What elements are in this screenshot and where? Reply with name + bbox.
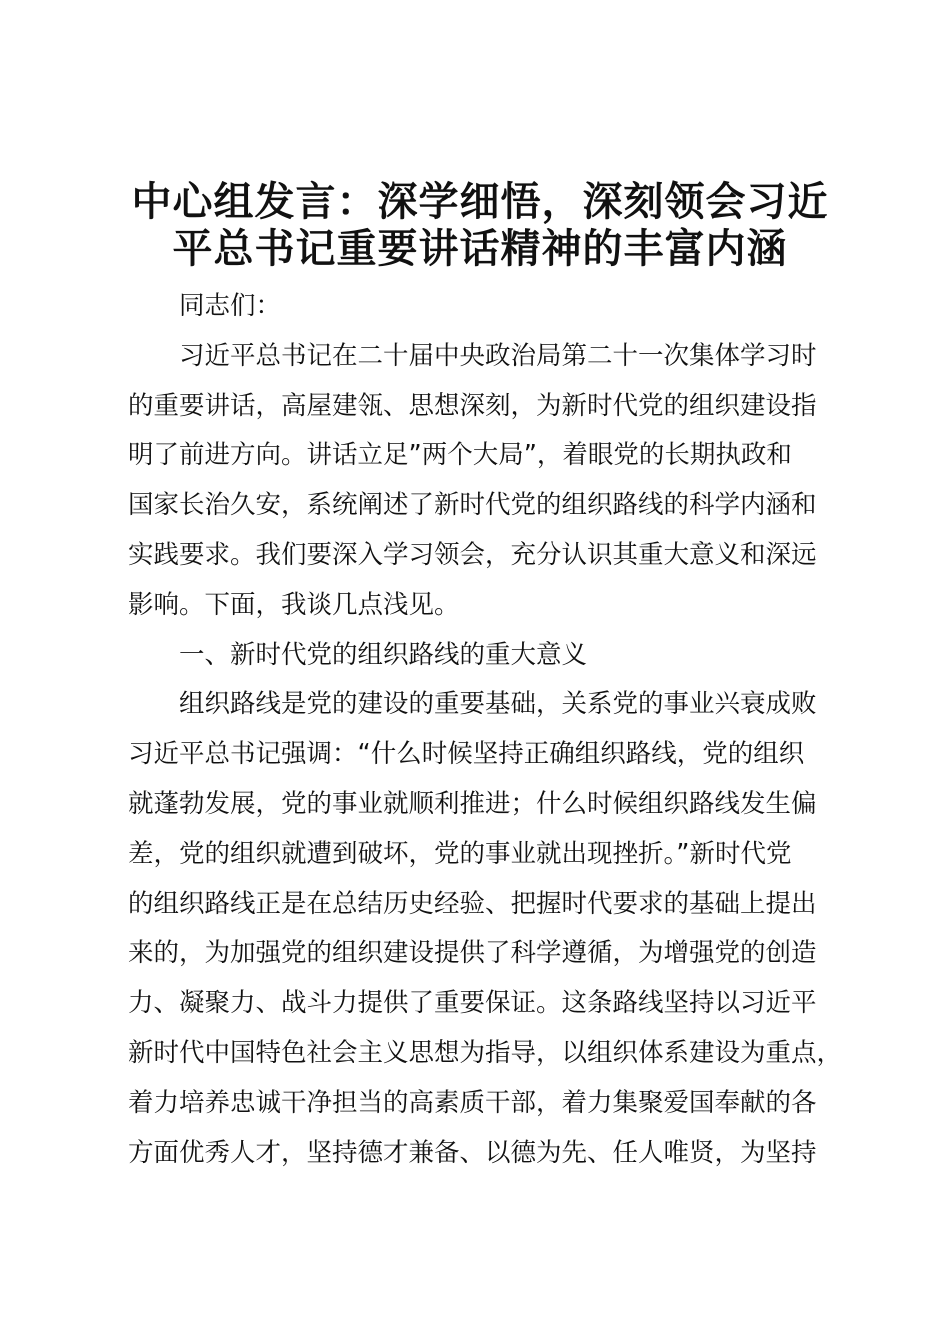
title-line-1: 中心组发言：深学细悟，深刻领会习近 [131,178,829,225]
document-title [120,178,840,272]
paragraph-line: 方面优秀人才，坚持德才兼备、以德为先、任人唯贤，为坚持 [128,1137,817,1168]
document-body [128,282,850,1178]
paragraph-line: 影响。下面，我谈几点浅见。 [128,589,460,620]
greeting: 同志们： [179,291,282,321]
title-line-2: 平总书记重要讲话精神的丰富内涵 [172,225,788,272]
paragraph-line: 力、凝聚力、战斗力提供了重要保证。这条路线坚持以习近平 [128,988,817,1019]
paragraph-line: 来的，为加强党的组织建设提供了科学遵循，为增强党的创造 [128,938,817,969]
paragraph-section-1 [128,680,850,1178]
paragraph-line: 差，党的组织就遭到破坏，党的事业就出现挫折。”新时代党 [128,838,792,869]
paragraph-line: 习近平总书记在二十届中央政治局第二十一次集体学习时 [179,340,817,371]
paragraph-line: 就蓬勃发展，党的事业就顺利推进；什么时候组织路线发生偏 [128,788,817,819]
paragraph-line: 的重要讲话，高屋建瓴、思想深刻，为新时代党的组织建设指 [128,390,817,421]
paragraph-line: 明了前进方向。讲话立足”两个大局”，着眼党的长期执政和 [128,440,792,471]
paragraph-line: 习近平总书记强调：“什么时候坚持正确组织路线，党的组织 [128,739,805,770]
paragraph-line: 的组织路线正是在总结历史经验、把握时代要求的基础上提出 [128,888,817,919]
section-heading-1: 一、新时代党的组织路线的重大意义 [179,639,588,670]
paragraph-line: 组织路线是党的建设的重要基础，关系党的事业兴衰成败 [179,689,817,720]
paragraph-line: 实践要求。我们要深入学习领会，充分认识其重大意义和深远 [128,539,817,570]
paragraph-line: 着力培养忠诚干净担当的高素质干部，着力集聚爱国奉献的各 [128,1087,817,1118]
paragraph-line: 新时代中国特色社会主义思想为指导，以组织体系建设为重点， [128,1037,843,1068]
paragraph-line: 国家长治久安，系统阐述了新时代党的组织路线的科学内涵和 [128,490,817,521]
paragraph-intro [128,332,850,631]
